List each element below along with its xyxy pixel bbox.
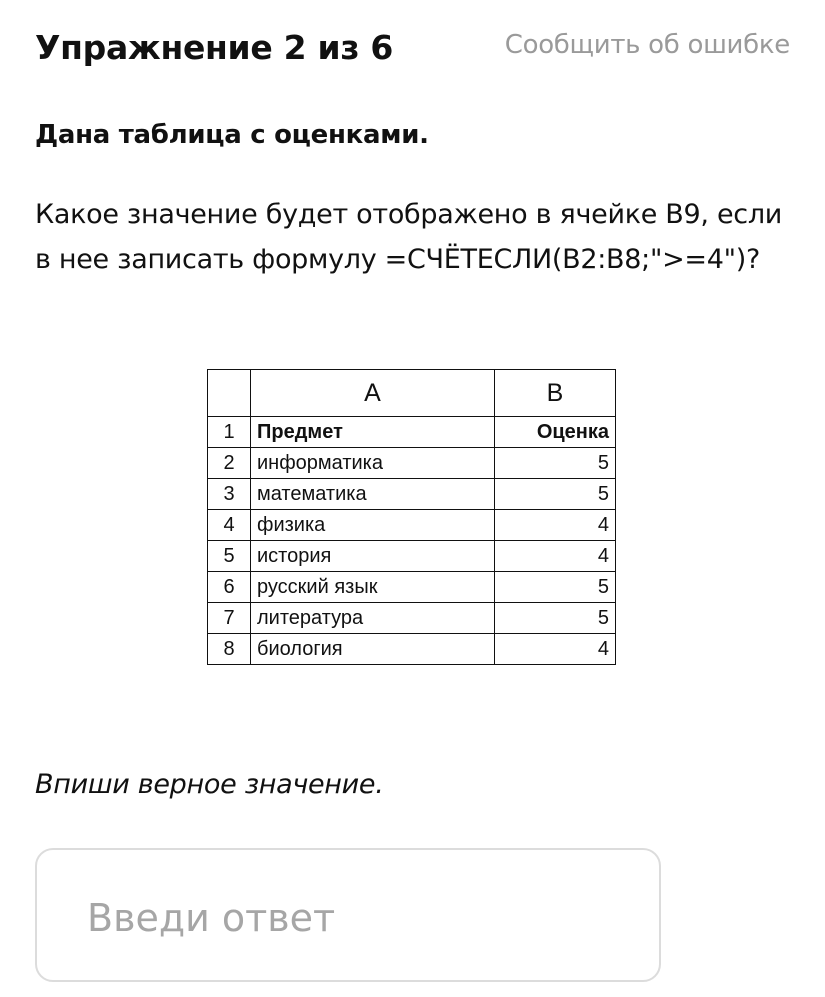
row-number: 4 [208,510,251,541]
cell-b: 5 [495,479,616,510]
table-row [208,479,616,510]
answer-instruction: Впиши верное значение. [35,769,384,800]
cell-b: 4 [495,634,616,665]
cell-a: математика [251,479,495,510]
cell-b: 5 [495,603,616,634]
cell-b: 4 [495,510,616,541]
column-header-b: B [495,370,616,417]
table-row [208,634,616,665]
answer-box[interactable] [35,848,661,982]
column-header-a: A [251,370,495,417]
spreadsheet-table [207,369,616,665]
task-subtitle: Дана таблица с оценками. [35,120,429,150]
cell-a: информатика [251,448,495,479]
cell-a: история [251,541,495,572]
row-number: 6 [208,572,251,603]
cell-b: 4 [495,541,616,572]
cell-a: физика [251,510,495,541]
cell-a: Предмет [251,417,495,448]
cell-a: литература [251,603,495,634]
table-row [208,448,616,479]
cell-a: русский язык [251,572,495,603]
row-number: 2 [208,448,251,479]
row-number: 3 [208,479,251,510]
cell-b: Оценка [495,417,616,448]
table-row [208,541,616,572]
row-number: 1 [208,417,251,448]
corner-cell [208,370,251,417]
table-row [208,572,616,603]
table-row [208,603,616,634]
header [35,26,790,70]
table-row [208,417,616,448]
row-number: 5 [208,541,251,572]
cell-b: 5 [495,572,616,603]
cell-b: 5 [495,448,616,479]
task-question: Какое значение будет отображено в ячейке B9, если в нее записать формулу =СЧЁТЕСЛИ(B2:B8;">=4")? [35,199,783,275]
report-error-link[interactable]: Сообщить об ошибке [504,30,790,60]
row-number: 7 [208,603,251,634]
exercise-title: Упражнение 2 из 6 [35,28,394,67]
row-number: 8 [208,634,251,665]
table-row [208,510,616,541]
cell-a: биология [251,634,495,665]
column-header-row [208,370,616,417]
answer-input[interactable] [87,890,627,946]
